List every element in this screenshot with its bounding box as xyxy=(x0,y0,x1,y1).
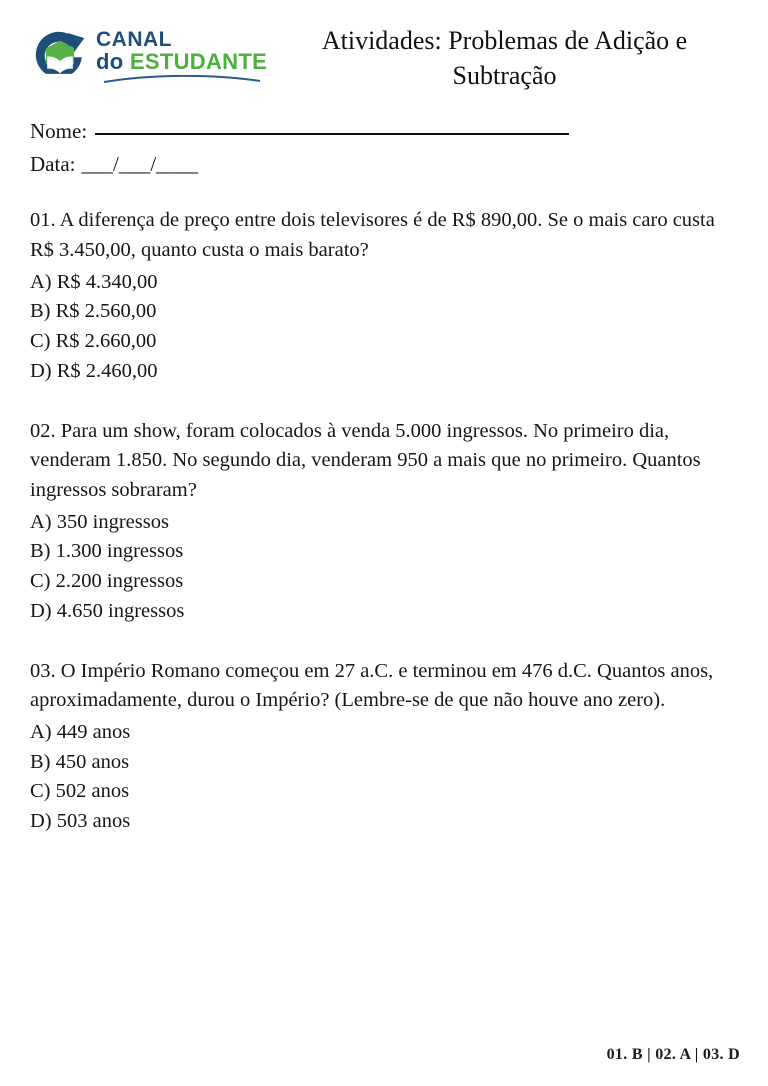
date-label: Data: xyxy=(30,151,76,176)
option-d[interactable]: D) 4.650 ingressos xyxy=(30,599,185,622)
brand-do: do xyxy=(96,48,124,74)
option-b[interactable]: B) 1.300 ingressos xyxy=(30,540,184,563)
question-text: 01. A diferença de preço entre dois televisores é de R$ 890,00. Se o mais caro custa R$ 3.450,00, quanto custa o mais barato? xyxy=(30,209,715,261)
date-field-row xyxy=(30,148,738,181)
student-fields xyxy=(0,115,768,180)
name-field-row xyxy=(30,115,738,148)
option-b[interactable]: B) 450 anos xyxy=(30,750,130,773)
name-input-rule[interactable] xyxy=(95,133,569,135)
option-d[interactable]: D) R$ 2.460,00 xyxy=(30,359,158,382)
question-options xyxy=(30,718,742,837)
question-options xyxy=(30,508,742,627)
brand-line-2 xyxy=(96,48,268,74)
question-text: 02. Para um show, foram colocados à venda 5.000 ingressos. No primeiro dia, venderam 1.850. No segundo dia, venderam 950 a mais que no primeiro. Quantos ingressos sobraram? xyxy=(30,419,701,501)
circular-arrow-book-logo-icon xyxy=(28,24,92,88)
question-item xyxy=(30,657,742,837)
option-d[interactable]: D) 503 anos xyxy=(30,810,131,833)
brand-line-1: CANAL xyxy=(96,27,172,51)
question-item xyxy=(30,417,742,627)
brand-swoosh-icon xyxy=(102,75,262,84)
option-a[interactable]: A) 350 ingressos xyxy=(30,510,169,533)
date-input-slots[interactable]: ___/___/____ xyxy=(81,151,199,176)
question-options xyxy=(30,268,742,387)
option-a[interactable]: A) 449 anos xyxy=(30,721,131,744)
option-c[interactable]: C) 502 anos xyxy=(30,780,130,803)
page-title: Atividades: Problemas de Adição e Subtração xyxy=(321,26,688,90)
answer-key: 01. B | 02. A | 03. D xyxy=(606,1046,740,1063)
questions-list xyxy=(0,206,768,837)
option-c[interactable]: C) R$ 2.660,00 xyxy=(30,330,157,353)
question-item xyxy=(30,206,742,386)
brand-estudante: ESTUDANTE xyxy=(129,48,268,74)
option-a[interactable]: A) R$ 4.340,00 xyxy=(30,270,158,293)
brand-logo xyxy=(28,24,267,88)
worksheet-header xyxy=(0,0,768,93)
option-b[interactable]: B) R$ 2.560,00 xyxy=(30,300,157,323)
option-c[interactable]: C) 2.200 ingressos xyxy=(30,570,184,593)
brand-wordmark xyxy=(96,29,267,84)
name-label: Nome: xyxy=(30,119,88,144)
question-text: 03. O Império Romano começou em 27 a.C. e terminou em 476 d.C. Quantos anos, aproximadamente, durou o Império? (Lembre-se de que não houve ano zero). xyxy=(30,659,714,712)
